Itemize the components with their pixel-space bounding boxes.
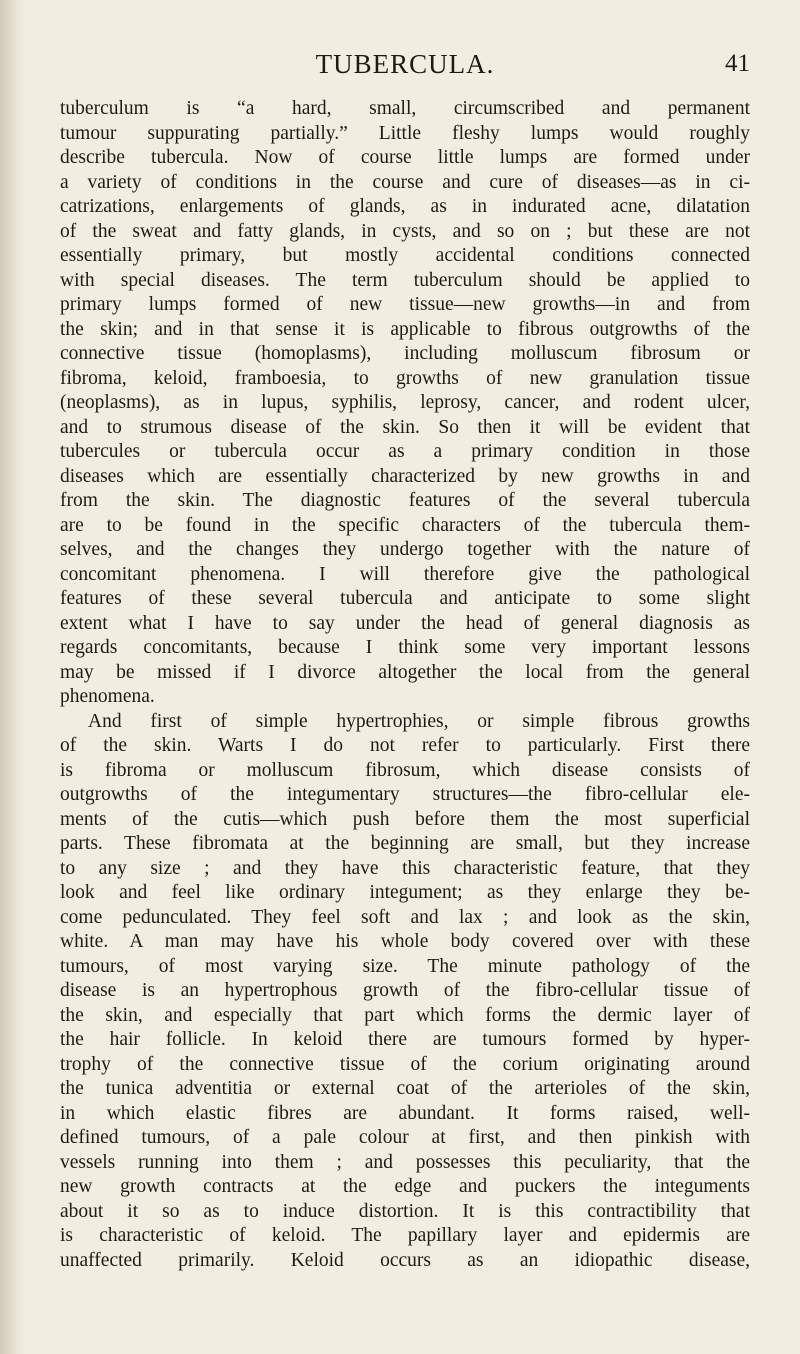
text-line: parts. These fibromata at the beginning are small, but they increase — [60, 833, 750, 854]
page-gutter-shadow — [0, 0, 26, 1354]
text-line: tumours, of most varying size. The minute pathology of the — [60, 955, 750, 977]
text-line: ments of the cutis—which push before them the most superficial — [60, 808, 750, 830]
page-header — [60, 44, 750, 84]
text-line: of the skin. Warts I do not refer to particularly. First there — [60, 735, 750, 756]
text-line: about it so as to induce distortion. It is this contractibility that — [60, 1200, 750, 1222]
text-line: primary lumps formed of new tissue—new growths—in and from — [60, 294, 750, 315]
text-line: tubercules or tubercula occur as a primary condition in those — [60, 441, 750, 462]
text-line: tumour suppurating partially.” Little fleshy lumps would roughly — [60, 122, 750, 144]
text-line: describe tubercula. Now of course little lumps are formed under — [60, 147, 750, 168]
text-line: may be missed if I divorce altogether the local from the general — [60, 661, 750, 683]
text-line: vessels running into them ; and possesses this peculiarity, that the — [60, 1151, 750, 1173]
text-line: the hair follicle. In keloid there are tumours formed by hyper- — [60, 1029, 750, 1050]
text-line: fibroma, keloid, framboesia, to growths of new granulation tissue — [60, 367, 750, 389]
text-line: the skin, and especially that part which forms the dermic layer of — [60, 1004, 750, 1026]
text-line: the tunica adventitia or external coat of the arterioles of the skin, — [60, 1078, 750, 1099]
text-line: a variety of conditions in the course and cure of diseases—as in ci- — [60, 171, 750, 193]
text-line: from the skin. The diagnostic features of the several tubercula — [60, 490, 750, 511]
text-line: outgrowths of the integumentary structures—the fibro-cellular ele- — [60, 784, 750, 805]
text-line: features of these several tubercula and anticipate to some slight — [60, 588, 750, 609]
text-line: are to be found in the specific characters of the tubercula them- — [60, 514, 750, 536]
running-title: TUBERCULA. — [315, 49, 495, 79]
text-line: (neoplasms), as in lupus, syphilis, leprosy, cancer, and rodent ulcer, — [60, 392, 750, 413]
text-line: come pedunculated. They feel soft and lax ; and look as the skin, — [60, 906, 750, 928]
text-line: of the sweat and fatty glands, in cysts, and so on ; but these are not — [60, 220, 750, 242]
text-line: concomitant phenomena. I will therefore give the pathological — [60, 563, 750, 585]
text-line: connective tissue (homoplasms), including molluscum fibrosum or — [60, 343, 750, 364]
text-line: phenomena. — [60, 686, 155, 707]
text-line: is fibroma or molluscum fibrosum, which disease consists of — [60, 759, 750, 781]
text-line: unaffected primarily. Keloid occurs as an idiopathic disease, — [60, 1249, 750, 1271]
text-line: disease is an hypertrophous growth of the fibro-cellular tissue of — [60, 980, 750, 1001]
text-line: in which elastic fibres are abundant. It forms raised, well- — [60, 1102, 750, 1124]
text-line: And first of simple hypertrophies, or simple fibrous growths — [88, 710, 750, 732]
text-line: regards concomitants, because I think some very important lessons — [60, 637, 750, 658]
text-line: new growth contracts at the edge and puckers the integuments — [60, 1176, 750, 1197]
text-line: diseases which are essentially characterized by new growths in and — [60, 465, 750, 487]
text-line: the skin; and in that sense it is applicable to fibrous outgrowths of the — [60, 318, 750, 340]
text-line: trophy of the connective tissue of the corium originating around — [60, 1053, 750, 1075]
text-line: catrizations, enlargements of glands, as in indurated acne, dilatation — [60, 196, 750, 217]
text-line: with special diseases. The term tuberculum should be applied to — [60, 269, 750, 291]
text-line: extent what I have to say under the head of general diagnosis as — [60, 612, 750, 634]
text-line: essentially primary, but mostly accidental conditions connected — [60, 245, 750, 266]
text-line: to any size ; and they have this characteristic feature, that they — [60, 857, 750, 879]
text-line: is characteristic of keloid. The papillary layer and epidermis are — [60, 1225, 750, 1246]
text-line: white. A man may have his whole body covered over with these — [60, 931, 750, 952]
text-line: and to strumous disease of the skin. So then it will be evident that — [60, 416, 750, 438]
page-number: 41 — [725, 50, 750, 77]
text-line: selves, and the changes they undergo together with the nature of — [60, 539, 750, 560]
text-line: tuberculum is “a hard, small, circumscribed and permanent — [60, 98, 750, 119]
text-line: look and feel like ordinary integument; as they enlarge they be- — [60, 882, 750, 903]
body-text — [60, 97, 750, 1273]
text-line: defined tumours, of a pale colour at first, and then pinkish with — [60, 1127, 750, 1148]
